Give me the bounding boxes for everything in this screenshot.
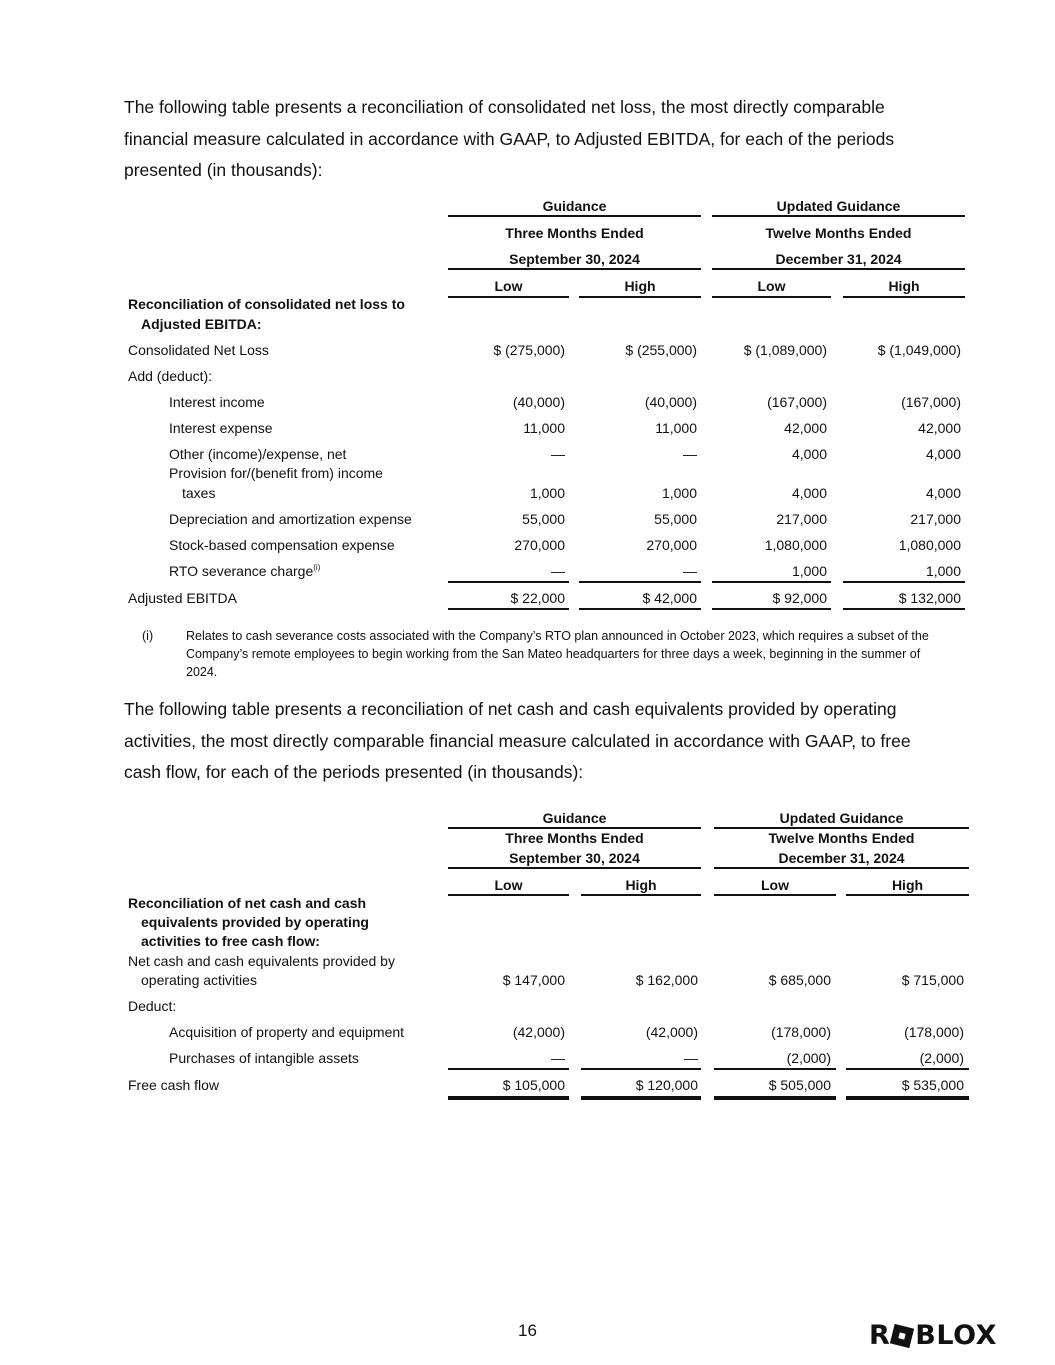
period-line2: September 30, 2024 — [509, 251, 640, 267]
total-value: $ 105,000 — [502, 1077, 565, 1093]
cell-value: (42,000) — [512, 1024, 565, 1040]
cell-value: — — [683, 563, 697, 579]
cell-value: 217,000 — [910, 511, 961, 527]
cell-value: (167,000) — [767, 394, 827, 410]
row-label-continued: operating activities — [141, 972, 257, 988]
cell-value: $ (275,000) — [493, 342, 565, 358]
col-rule — [712, 296, 831, 298]
col-rule — [448, 894, 569, 896]
footnote-text: Relates to cash severance costs associated with the Company’s RTO plan announced in October 2023, which requires a subset of the Company’s remote employees to begin working from the San Mateo headquarters for three days a week, beginning in the summer of 2024. — [186, 629, 929, 679]
cell-value: 55,000 — [522, 511, 565, 527]
col-rule — [581, 894, 701, 896]
col-rule — [843, 296, 965, 298]
col-header-low: Low — [494, 278, 523, 294]
cell-value: $ (1,049,000) — [877, 342, 961, 358]
total-value: $ 42,000 — [642, 590, 697, 606]
total-rule — [579, 608, 701, 610]
subtotal-rule — [579, 581, 701, 583]
period-line2: December 31, 2024 — [775, 251, 902, 267]
cell-value: 4,000 — [791, 485, 827, 501]
logo-text-left: R — [869, 1320, 891, 1351]
row-label: Interest expense — [169, 420, 273, 436]
period-line1: Three Months Ended — [505, 225, 644, 241]
col-header-low: Low — [761, 877, 789, 893]
logo-text-right: BLOX — [915, 1320, 997, 1351]
col-header-high: High — [625, 877, 657, 893]
subtotal-rule — [843, 581, 965, 583]
col-rule — [579, 296, 701, 298]
cell-value: 11,000 — [523, 420, 565, 436]
row-label: Acquisition of property and equipment — [169, 1024, 405, 1040]
cell-value: (2,000) — [919, 1050, 964, 1066]
group-header-guidance: Guidance — [542, 810, 607, 826]
cell-value: 270,000 — [514, 537, 565, 553]
period-line1: Three Months Ended — [505, 830, 644, 846]
total-double-rule — [714, 1096, 836, 1100]
cell-value: 1,000 — [529, 485, 565, 501]
cell-value: $ (1,089,000) — [743, 342, 827, 358]
subtotal-rule — [846, 1068, 969, 1070]
row-label: Purchases of intangible assets — [169, 1050, 359, 1066]
cell-value: 1,080,000 — [898, 537, 961, 553]
total-rule — [448, 608, 569, 610]
footnote — [142, 627, 932, 681]
footnote-ref: (i) — [313, 563, 321, 572]
period-line2: December 31, 2024 — [778, 850, 905, 866]
section-title: Adjusted EBITDA: — [141, 316, 262, 332]
cell-value: — — [551, 1050, 565, 1066]
row-label — [169, 563, 320, 579]
total-value: $ 92,000 — [772, 590, 827, 606]
row-label-total: Free cash flow — [128, 1077, 220, 1093]
cell-value: 4,000 — [791, 446, 827, 462]
page-number: 16 — [518, 1321, 537, 1340]
group-header-updated-guidance: Updated Guidance — [779, 810, 904, 826]
row-label: Other (income)/expense, net — [169, 446, 347, 462]
cell-value: 42,000 — [784, 420, 827, 436]
total-double-rule — [581, 1096, 701, 1100]
cell-value: 270,000 — [646, 537, 697, 553]
cell-value: 55,000 — [654, 511, 697, 527]
total-value: $ 535,000 — [901, 1077, 964, 1093]
cell-value: — — [684, 1050, 698, 1066]
period-line1: Twelve Months Ended — [768, 830, 915, 846]
total-double-rule — [846, 1096, 969, 1100]
total-double-rule — [448, 1096, 569, 1100]
row-label: Consolidated Net Loss — [128, 342, 269, 358]
intro-paragraph-ebitda: The following table presents a reconciliation of consolidated net loss, the most directly comparable financial measure calculated in accordance with GAAP, to Adjusted EBITDA, for each of the periods presented (in thousands): — [124, 97, 895, 180]
col-header-high: High — [888, 278, 920, 294]
col-header-high: High — [891, 877, 924, 893]
cell-value: 1,000 — [661, 485, 697, 501]
group-header-guidance: Guidance — [542, 198, 607, 214]
period-line2: September 30, 2024 — [509, 850, 640, 866]
subtotal-rule — [714, 1068, 836, 1070]
cell-value: 11,000 — [655, 420, 697, 436]
cell-value: 1,080,000 — [764, 537, 827, 553]
subtotal-rule — [581, 1068, 701, 1070]
total-rule — [712, 608, 831, 610]
total-value: $ 132,000 — [898, 590, 961, 606]
cell-value: (40,000) — [644, 394, 697, 410]
row-label-total: Adjusted EBITDA — [128, 590, 237, 606]
header-rule — [448, 268, 701, 270]
subtotal-rule — [448, 581, 569, 583]
cell-value: (178,000) — [771, 1024, 831, 1040]
cell-value: 4,000 — [925, 485, 961, 501]
cell-value: — — [551, 446, 565, 462]
cell-value: $ 147,000 — [502, 972, 565, 988]
row-label: Deduct: — [128, 998, 177, 1014]
cell-value: $ 162,000 — [635, 972, 698, 988]
cell-value: $ 685,000 — [768, 972, 831, 988]
col-rule — [714, 894, 836, 896]
total-value: $ 505,000 — [768, 1077, 831, 1093]
cell-value: 4,000 — [925, 446, 961, 462]
cell-value: $ (255,000) — [625, 342, 697, 358]
cell-value: 1,000 — [791, 563, 827, 579]
header-rule — [714, 827, 969, 829]
total-rule — [843, 608, 965, 610]
cell-value: 1,000 — [925, 563, 961, 579]
header-rule — [448, 827, 701, 829]
header-rule — [712, 268, 965, 270]
header-rule — [714, 867, 969, 869]
col-header-high: High — [624, 278, 656, 294]
group-header-updated-guidance: Updated Guidance — [776, 198, 901, 214]
col-rule — [448, 296, 569, 298]
row-label: Provision for/(benefit from) income — [169, 465, 383, 481]
cell-value: 217,000 — [776, 511, 827, 527]
header-rule — [448, 215, 701, 217]
row-label: Depreciation and amortization expense — [169, 511, 412, 527]
section-title: Reconciliation of consolidated net loss to — [128, 296, 405, 312]
row-label: Interest income — [169, 394, 265, 410]
cell-value: (167,000) — [901, 394, 961, 410]
cell-value: — — [551, 563, 565, 579]
roblox-tilted-square-icon — [890, 1323, 914, 1347]
roblox-logo — [869, 1320, 997, 1351]
cell-value: (40,000) — [512, 394, 565, 410]
period-line1: Twelve Months Ended — [765, 225, 912, 241]
total-value: $ 120,000 — [635, 1077, 698, 1093]
section-title: Reconciliation of net cash and cash — [128, 895, 367, 911]
cell-value: (42,000) — [645, 1024, 698, 1040]
footnote-mark: (i) — [142, 629, 154, 643]
cell-value: (178,000) — [904, 1024, 964, 1040]
section-title: activities to free cash flow: — [141, 933, 320, 949]
row-label: Net cash and cash equivalents provided by — [128, 953, 395, 969]
col-rule — [846, 894, 969, 896]
intro-paragraph-free-cash-flow: The following table presents a reconciliation of net cash and cash equivalents provided by operating activities, the most directly comparable financial measure calculated in accordance with GAAP, to free cash flow, for each of the periods presented (in thousands): — [124, 699, 911, 782]
row-label: Add (deduct): — [128, 368, 213, 384]
row-label-continued: taxes — [182, 485, 216, 501]
total-value: $ 22,000 — [510, 590, 565, 606]
row-label: Stock-based compensation expense — [169, 537, 395, 553]
header-rule — [448, 867, 701, 869]
cell-value: 42,000 — [918, 420, 961, 436]
subtotal-rule — [448, 1068, 569, 1070]
cell-value: $ 715,000 — [901, 972, 964, 988]
section-title: equivalents provided by operating — [141, 914, 369, 930]
col-header-low: Low — [494, 877, 523, 893]
header-rule — [712, 215, 965, 217]
cell-value: (2,000) — [786, 1050, 831, 1066]
row-label-text: RTO severance charge — [169, 563, 314, 579]
subtotal-rule — [712, 581, 831, 583]
cell-value: — — [683, 446, 697, 462]
col-header-low: Low — [757, 278, 786, 294]
